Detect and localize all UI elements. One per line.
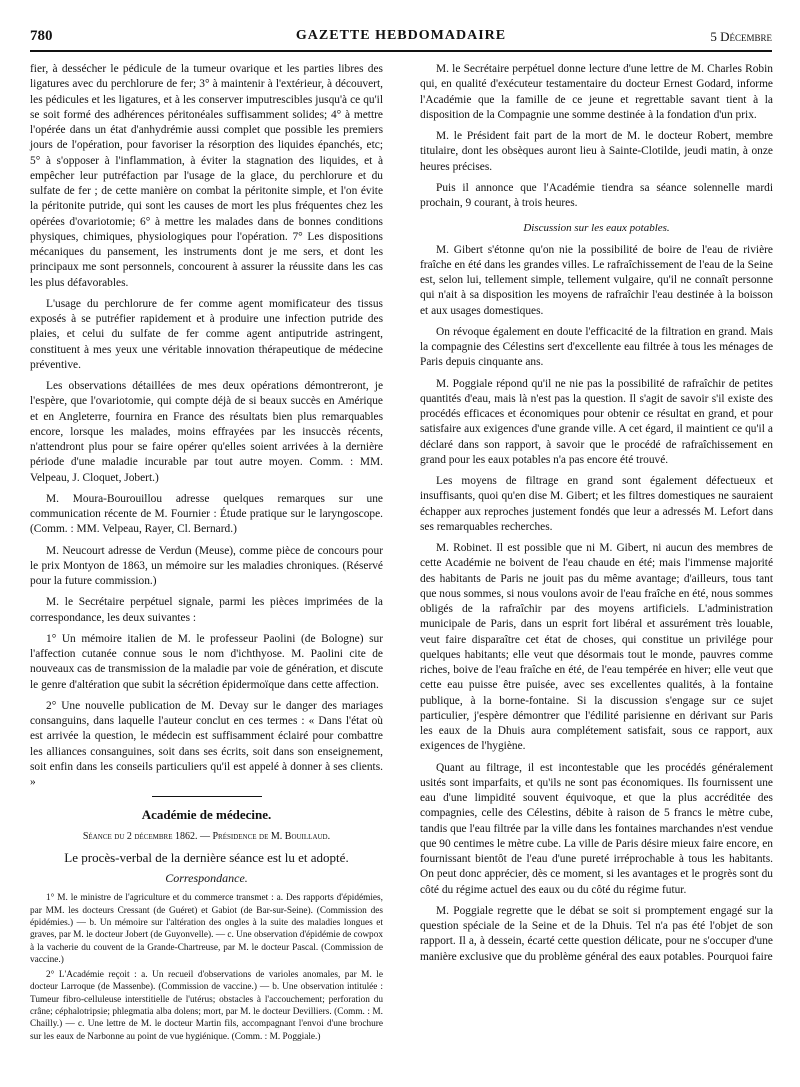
session-line: Séance du 2 décembre 1862. — Présidence de M. Bouillaud. (82, 830, 331, 842)
paragraph: M. Poggiale répond qu'il ne nie pas la possibilité de rafraîchir de petites quantités d'eau, mais là n'est pas la question. Il s'agit de savoir s'il existe des procédés efficaces et économiques pour obtenir ce résultat en grand, et pour satisfaire aux exigences d'une grande ville. A cet égard, il maintient ce qu'il a déclaré dans son rapport, à savoir que le procédé de rafraîchissement en grand pour les eaux potables n'a pas encore été trouvé. (420, 377, 773, 466)
subsection-title: Discussion sur les eaux potables. (523, 222, 670, 235)
paragraph: Quant au filtrage, il est incontestable que les procédés généralement usités sont imparfaits, et qu'ils ne sont pas économiques. Ils fournissent une eau d'une limpidité souvent équivoque, et que la plus accréditée des compagnies, celle des Célestins, débite à raison de 5 francs le mètre cube, tandis que l'eau filtrée par la ville dans les fontaines marchandes n'est vendue que 90 centimes le mètre cube. La ville de Paris désire mieux faire encore, en fournissant bientôt de l'eau d'une pureté irréprochable à tous les habitants. On peut donc apprécier, dès ce moment, si les avantages et le progrès sont du côté du régime actuel des eaux ou du côté du régime futur. (420, 761, 773, 896)
left-column (30, 62, 383, 1045)
correspondence-list (30, 892, 383, 1043)
paragraph: M. le Secrétaire perpétuel signale, parmi les pièces imprimées de la correspondance, les deux suivantes : (30, 596, 383, 624)
page-header (30, 28, 772, 52)
paragraph: fier, à dessécher le pédicule de la tumeur ovarique et les parties libres des ligatures avec du perchlorure de fer; 3° à maintenir à l'extérieur, à découvert, les pédicules et les ligatures, et à les conserver imputrescibles jusqu'à ce qu'il se soit formé des adhérences péritonéales suffisamment solides; 4° à mettre l'opérée dans un état d'anhydrémie aussi complet que possible les premiers jours de l'opération, pour favoriser la résorption des liquides épanchés, etc; 5° à s'opposer à l'inflammation, à éviter la stagnation des liquides, et à empêcher leur putréfaction par l'usage de la glace, du perchlorure et du sulfate de fer ; de cette manière on combat la péritonite simple, et l'on évite la péritonite putride, qui sont les causes de mort les plus fréquentes chez les opérées d'ovariotomie; 6° à mettre les malades dans de bonnes conditions physiques, chimiques, physiologiques pour l'opération. 7° Les dispositions mécaniques du pansement, les instruments dont je me sers, et dont les principaux me sont personnels, concourent à assurer la réussite dans les cas les plus défavorables. (30, 63, 383, 289)
paragraph: M. Poggiale regrette que le débat se soit si promptement engagé sur la question spéciale de la Seine et de la Dhuis. Tel n'a pas été l'objet de son rapport. Il a, à dessein, écarté cette question délicate, pour ne s'occuper d'une manière exclusive que du problème général des eaux potables. Pourquoi faire (420, 904, 773, 963)
paragraph: Puis il annonce que l'Académie tiendra sa séance solennelle mardi prochain, 9 courant, à trois heures. (420, 181, 773, 209)
section-title: Académie de médecine. (141, 807, 272, 823)
paragraph: 1° Un mémoire italien de M. le professeur Paolini (de Bologne) sur l'affection cutanée connue sous le nom d'ichthyose. M. Paolini cite de nouveaux cas de transmission de la maladie par voie de génération, et discute le genre d'altération que subit la sécrétion épidermoïque dans cette affection. (30, 632, 383, 691)
paragraph: M. le Secrétaire perpétuel donne lecture d'une lettre de M. Charles Robin qui, en qualité d'exécuteur testamentaire du docteur Ernest Godard, informe l'Académie que la famille de ce jeune et regrettable savant tient à la disposition de la Compagnie une somme destinée à la fondation d'un prix. (420, 63, 773, 121)
paragraph: M. Neucourt adresse de Verdun (Meuse), comme pièce de concours pour le prix Montyon de 1863, un mémoire sur les maladies chroniques. (Réservé pour la future commission.) (30, 544, 383, 587)
right-column (420, 62, 773, 971)
paragraph: Les observations détaillées de mes deux opérations démontreront, je l'espère, que l'ovariotomie, qui compte déjà de si beaux succès en Amérique et en Angleterre, fournira en France des résultats bien plus remarquables encore, lorsque les malades, moins effrayées par les insuccès récents, n'attendront plus pour se faire opérer qu'elles soient arrivées à la dernière période d'une maladie incurable par tout autre moyen. Comm. : MM. Velpeau, J. Cloquet, Jobert.) (30, 380, 383, 484)
subsection-title: Correspondance. (165, 871, 248, 885)
paragraph: M. le Président fait part de la mort de M. le docteur Robert, membre titulaire, dont les obsèques auront lieu à Sainte-Clotilde, jeudi matin, à onze heures précises. (420, 130, 773, 173)
paragraph: L'usage du perchlorure de fer comme agent momificateur des tissus exposés à se putréfier rapidement et à produire une infection putride des plaies, et celui du sulfate de fer comme agent antiputride astringent, constituent à mes yeux une véritable innovation thérapeutique de médecine préventive. (30, 297, 383, 371)
paragraph: M. Gibert s'étonne qu'on nie la possibilité de boire de l'eau de rivière fraîche en été dans les grandes villes. Le rafraîchissement de l'eau de la Seine est, selon lui, tellement simple, tellement vulgaire, qu'il ne connaît personne qui n'ait à sa disposition les moyens de rafraîchir l'eau destinée à la boisson et aux usages domestiques. (420, 243, 773, 317)
correspondence-item: 2° L'Académie reçoit : a. Un recueil d'observations de varioles anomales, par M. le docteur Larroque (de Massenbe). (Commission de vaccine.) — b. Une observation intitulée : Tumeur fibro-celluleuse interstitielle de l'utérus; obstacles à l'accouchement; perforation du crâne; céphalotripsie; phlegmatia alba dolens; mort, par M. le docteur Devilliers. (Comm. : M. Chailly.) — c. Une lettre de M. le docteur Martin fils, accompagnant l'envoi d'une brochure sur les eaux de Narbonne au point de vue hygiénique. (Comm. : M. Poggiale.) (30, 969, 383, 1042)
proces-verbal: Le procès-verbal de la dernière séance est lu et adopté. (64, 849, 349, 865)
journal-title: GAZETTE HEBDOMADAIRE (295, 28, 507, 43)
correspondence-item: 1° M. le ministre de l'agriculture et du commerce transmet : a. Des rapports d'épidémies, par MM. les docteurs Cressant (de Guéret) et Gabiot (de Bar-sur-Seine). (Commission des épidémies.) — b. Un mémoire sur l'altération des ongles à la suite des maladies longues et graves, par M. le docteur Jobert (de Guyonvelle). — c. Une observation d'épidémie de cowpox à la vacherie du couvent de la Grande-Chartreuse, par M. le docteur Pascal. (Commission de vaccine.) (30, 893, 383, 966)
paragraph: M. Moura-Bourouillou adresse quelques remarques sur une communication récente de M. Fournier : Étude pratique sur le laryngoscope. (Comm. : MM. Velpeau, Rayer, Cl. Bernard.) (30, 492, 383, 536)
paragraph: M. Robinet. Il est possible que ni M. Gibert, ni aucun des membres de cette Académie ne boivent de l'eau chaude en été; mais l'immense majorité des habitants de Paris ne jouit pas du même avantage; d'ailleurs, tous tant que nous sommes, si nous voulons avoir de l'eau fraîche en été, nous sommes obligés de la rafraîchir par des moyens artificiels. L'administration municipale de Paris, dans un esprit fort libéral et assurément très louable, veut faire disparaître cet état de choses, qui constitue un privilége pour quelques habitants; elle veut que désormais tout le monde, pauvres comme riches, boive de l'eau fraîche en été, de l'eau tempérée en hiver; elle veut que cette eau puisse être puisée, avec ses excellentes qualités, à la fontaine publique, à la borne-fontaine. Si la discussion s'engage sur ce sujet particulier, j'espère démontrer que l'édilité parisienne en dérivant sur Paris les eaux de la Dhuis aura complétement satisfait, sous ce rapport, aux exigences de l'hygiène. (420, 542, 773, 753)
paragraph: On révoque également en doute l'efficacité de la filtration en grand. Mais la compagnie des Célestins sert d'excellente eau filtrée à tous les ménages de Paris depuis cinquante ans. (420, 325, 773, 369)
issue-date: 5 Décembre (710, 29, 772, 44)
divider (152, 796, 262, 797)
paragraph: 2° Une nouvelle publication de M. Devay sur le danger des mariages consanguins, dans laquelle l'auteur conclut en ces termes : « Dans l'état où est arrivée la question, le médecin est suffisamment éclairé pour combattre les alliances consanguines, soit dans ses écrits, soit dans son enseignement, soit enfin dans les conseils particuliers qu'il est appelé à donner à ses clients. » (30, 699, 383, 788)
paragraph: Les moyens de filtrage en grand sont également défectueux et insuffisants, quoi qu'en dise M. Gibert; et les filtres domestiques ne sauraient échapper aux reproches justement fondés que leur a adressés M. Lefort dans ses remarquables recherches. (420, 475, 773, 533)
page-number: 780 (30, 28, 53, 44)
